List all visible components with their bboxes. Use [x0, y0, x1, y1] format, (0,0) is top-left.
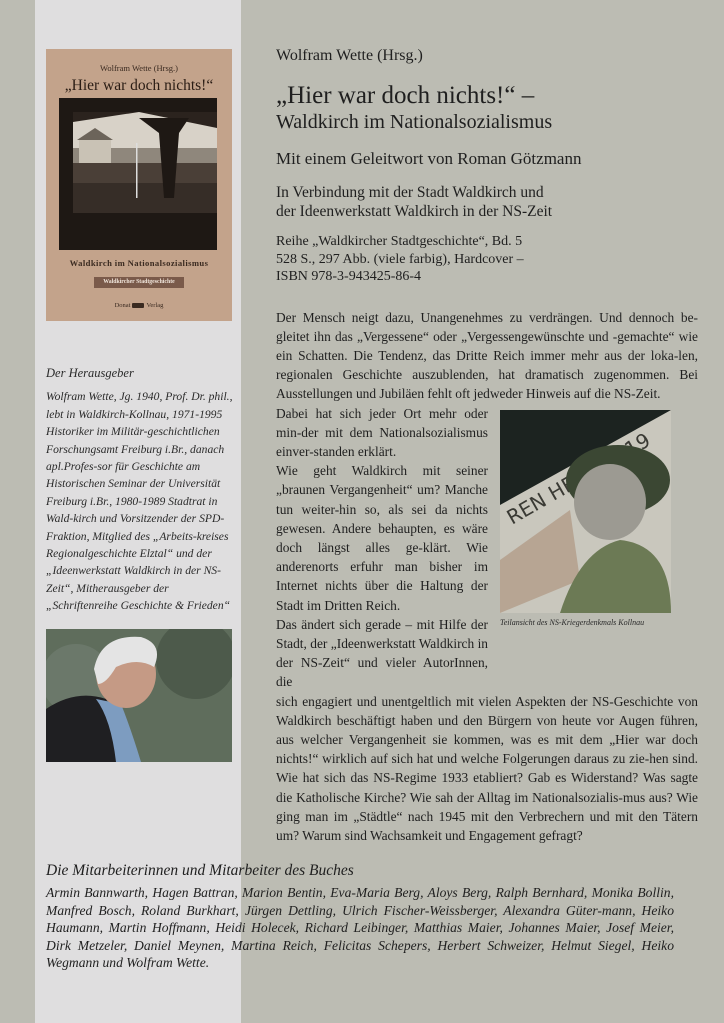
book-title: „Hier war doch nichts!“ – — [276, 82, 535, 109]
isbn-line: ISBN 978-3-943425-86-4 — [276, 269, 422, 284]
publisher-name-right: Verlag — [146, 302, 164, 309]
book-foreword: Mit einem Geleitwort von Roman Götzmann — [276, 149, 582, 168]
contributors-section — [46, 861, 674, 972]
text-with-figure — [276, 404, 698, 692]
memorial-inscription: REN 19 — [502, 427, 655, 529]
cover-subtitle: Waldkirch im Nationalsozialismus — [69, 258, 209, 268]
cooperation-line: In Verbindung mit der Stadt Waldkirch und — [276, 184, 544, 201]
paragraph: sich engagiert und unentgeltlich mit vielen Aspekten der NS-Geschichte von Waldkirch beschäftigt haben und den Bürgern von heute vor Augen führen, aus welcher Vergangenheit sie kommen, was es mit dem „Hier war doch nichts!“ wirklich auf sich hat und welche Folgerungen daraus zu zie-hen sind. Wie hat sich das NS-Regime 1933 etabliert? Gab es Widerstand? Was sagte die Katholische Kirche? Wie sah der Alltag im Nationalsozialis-mus aus? Wie ging man im „Städtle“ nach 1945 mit den Verbrechern und mit den Tätern um? Warum sind Wachsamkeit und Engagement gefragt? — [276, 693, 698, 843]
book-author: Wolfram Wette (Hrsg.) — [276, 47, 423, 64]
editor-section — [46, 365, 236, 615]
cover-title: „Hier war doch nichts!“ — [64, 77, 214, 94]
cover-author: Wolfram Wette (Hrsg.) — [99, 63, 179, 73]
memorial-caption: Teilansicht des NS-Kriegerdenkmals Kollnau — [500, 617, 645, 627]
left-column — [46, 49, 232, 762]
publisher-name-left: Donat — [114, 302, 131, 309]
book-cover-image — [46, 49, 232, 321]
closing-paragraph — [276, 692, 698, 846]
contributors-list: Armin Bannwarth, Hagen Battran, Marion Bentin, Eva-Maria Berg, Aloys Berg, Ralph Bernhard, Monika Bollin, Manfred Bosch, Roland Burkhart, Jürgen Dettling, Ulrich Fischer-Weissberger, Alexandra Güter-mann, Heiko Haumann, Martin Hoffmann, Heidi Holecek, Richard Leibinger, Matthias Maier, Johannes Maier, Josef Meier, Dirk Metzeler, Daniel Meynen, Martina Reich, Felicitas Schepers, Herbert Schweizer, Helmut Siegel, Heiko Wegmann und Wolfram Wette. — [46, 885, 674, 970]
editor-heading: Der Herausgeber — [46, 366, 134, 380]
book-cooperation — [276, 183, 698, 221]
intro-text: Der Mensch neigt dazu, Unangenehmes zu verdrängen. Und dennoch be-gleitet ihn das „Vergessene“ oder „Vergessengewünschte und -gemachte“ wie ein Schatten. Die Tendenz, das Dritte Reich immer mehr aus der loka-len, regionalen Geschichte auszublenden, hat dramatisch zugenommen. Bei Ausstellungen und Jubiläen fehlt oft jedweder Hinweis auf die NS-Zeit. — [276, 309, 698, 402]
memorial-figure — [500, 410, 671, 628]
editor-bio: Wolfram Wette, Jg. 1940, Prof. Dr. phil., lebt in Waldkirch-Kollnau, 1971-1995 Historiker im Militär-geschichtlichen Forschungsamt Freiburg i.Br., danach apl.Profes-sor für Geschichte am Historischen Seminar der Universität Freiburg i.Br., 1980-1989 Stadtrat in Wald-kirch und Vorsitzender der SPD-Fraktion, Mitglied des „Arbeits-kreises Regionalgeschichte Elztal“ und der „Ideenwerkstatt Waldkirch in der NS-Zeit“, Mitherausgeber der „Schriftenreihe Geschichte & Frieden“ — [46, 390, 233, 613]
right-column — [276, 46, 698, 845]
contributors-heading: Die Mitarbeiterinnen und Mitarbeiter des Buches — [46, 862, 354, 879]
cover-series-badge: Waldkircher Stadtgeschichte — [94, 277, 184, 288]
book-subtitle: Waldkirch im Nationalsozialismus — [276, 111, 553, 133]
book-series-info — [276, 233, 698, 286]
editor-portrait-photo — [46, 629, 232, 762]
paragraph: Das ändert sich gerade – mit Hilfe der Stadt, der „Ideenwerkstatt Waldkirch in der NS-Zeit“ und vieler AutorInnen, die — [276, 616, 488, 690]
cooperation-line: der Ideenwerkstatt Waldkirch in der NS-Zeit — [276, 203, 553, 220]
memorial-photo — [500, 410, 671, 613]
rally-photo-illustration — [59, 98, 217, 250]
memorial-illustration — [500, 410, 671, 613]
paragraph: Dabei hat sich jeder Ort mehr oder min-der mit dem Nationalsozialismus einver-standen erklärt. — [276, 405, 488, 459]
pages-line: 528 S., 297 Abb. (viele farbig), Hardcover – — [276, 251, 524, 267]
series-line: Reihe „Waldkircher Stadtgeschichte“, Bd. 5 — [276, 234, 523, 249]
cover-historic-photo — [59, 98, 217, 250]
middle-paragraphs — [276, 404, 488, 692]
portrait-illustration — [46, 629, 232, 762]
cover-publisher — [46, 302, 232, 309]
paragraph: Wie geht Waldkirch mit seiner „braunen Vergangenheit“ um? Manche tun weiter-hin so, als sei da nichts gewesen. Andere behaupten, es wäre doch längst alles ge-klärt. Wie anderenorts erfuhr man bisher im Internet nichts über die Haltung der Stadt im Dritten Reich. — [276, 463, 488, 613]
publisher-logo-icon — [132, 303, 144, 308]
intro-paragraph — [276, 308, 698, 404]
